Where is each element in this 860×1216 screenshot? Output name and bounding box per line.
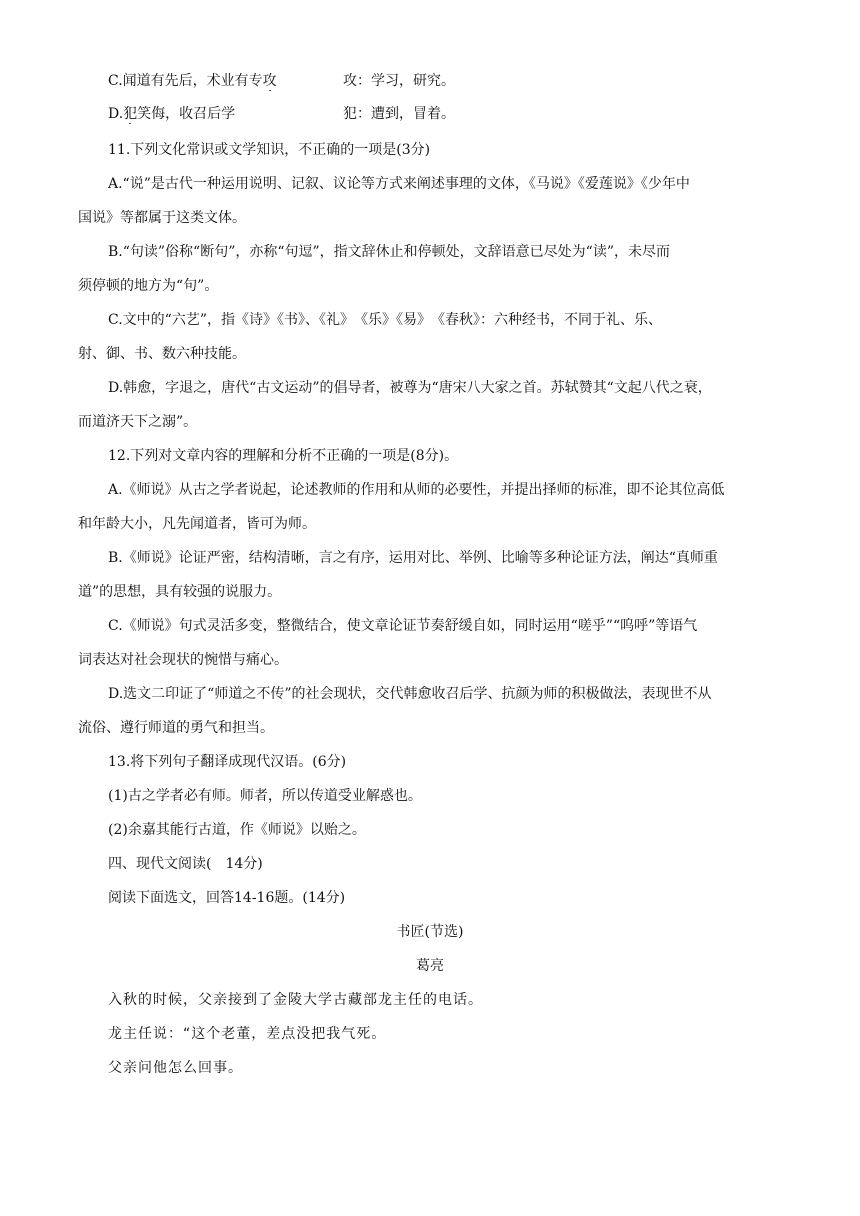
q11-option-d: D.韩愈，字退之，唐代“古文运动”的倡导者，被尊为“唐宋八大家之首。苏轼赞其“文起八代之衰， [108, 380, 712, 396]
passage-paragraph-2: 龙主任说：“这个老董，差点没把我气死。 [108, 1026, 387, 1042]
q11-option-d-cont: 而道济天下之溺”。 [78, 414, 198, 430]
section-4-heading: 四、现代文阅读( 14分) [108, 856, 263, 872]
passage-paragraph-3: 父亲问他怎么回事。 [108, 1060, 243, 1076]
option-c-q10 [108, 71, 778, 91]
q11-option-a: A.“说”是古代一种运用说明、记叙、议论等方式来阐述事理的文体，《马说》《爱莲说》《少年中 [108, 176, 690, 192]
emphasis-char: 犯 [123, 106, 138, 122]
q12-option-b: B.《师说》论证严密，结构清晰，言之有序，运用对比、举例、比喻等多种论证方法，阐达“真师重 [108, 550, 718, 566]
reading-instruction: 阅读下面选文，回答14-16题。(14分) [108, 890, 346, 906]
question-13: 13.将下列句子翻译成现代汉语。(6分) [108, 754, 347, 770]
q13-sentence-2: (2)余嘉其能行古道，作《师说》以贻之。 [108, 822, 366, 838]
q11-option-c-cont: 射、御、书、数六种技能。 [78, 346, 246, 362]
q12-option-d-cont: 流俗、遵行师道的勇气和担当。 [78, 720, 274, 736]
option-d-text: 笑侮，收召后学 [137, 106, 236, 122]
option-d-q10 [108, 104, 778, 124]
q11-option-b: B.“句读”俗称“断句”，亦称“句逗”，指文辞休止和停顿处，文辞语意已尽处为“读”，未尽而 [108, 244, 670, 260]
passage-author: 葛亮 [416, 958, 444, 974]
option-c-gloss: 攻：学习，研究。 [343, 73, 455, 89]
q11-option-a-cont: 国说》等都属于这类文体。 [78, 210, 246, 226]
q12-option-c-cont: 词表达对社会现状的惋惜与痛心。 [78, 652, 288, 668]
option-d-gloss: 犯：遭到，冒着。 [343, 106, 455, 122]
q12-option-a-cont: 和年龄大小，凡先闻道者，皆可为师。 [78, 516, 316, 532]
q12-option-d: D.选文二印证了“师道之不传”的社会现状，交代韩愈收召后学、抗颜为师的积极做法，表现世不从 [108, 686, 712, 702]
option-d-label: D. [108, 106, 124, 122]
q11-option-b-cont: 须停顿的地方为“句”。 [78, 278, 219, 294]
passage-paragraph-1: 入秋的时候，父亲接到了金陵大学古藏部龙主任的电话。 [108, 992, 483, 1008]
passage-title: 书匠(节选) [396, 924, 464, 940]
q11-option-c: C.文中的“六艺”，指《诗》《书》、《礼》 《乐》《易》 《春秋》：六种经书，不同于礼、乐、 [108, 312, 662, 328]
q12-option-c: C.《师说》句式灵活多变，整微结合，使文章论证节奏舒缓自如，同时运用“嗟乎”“呜呼”等语气 [108, 618, 698, 634]
q12-option-b-cont: 道”的思想，具有较强的说服力。 [78, 584, 282, 600]
q13-sentence-1: (1)古之学者必有师。师者，所以传道受业解惑也。 [108, 788, 422, 804]
question-11: 11.下列文化常识或文学知识，不正确的一项是(3分) [108, 142, 431, 158]
q12-option-a: A.《师说》从古之学者说起，论述教师的作用和从师的必要性，并提出择师的标准，即不论其位高低 [108, 482, 725, 498]
emphasis-char: 攻 [262, 73, 277, 89]
question-12: 12.下列对文章内容的理解和分析不正确的一项是(8分)。 [108, 448, 459, 464]
option-c-text: C.闻道有先后，术业有专 [108, 73, 263, 89]
